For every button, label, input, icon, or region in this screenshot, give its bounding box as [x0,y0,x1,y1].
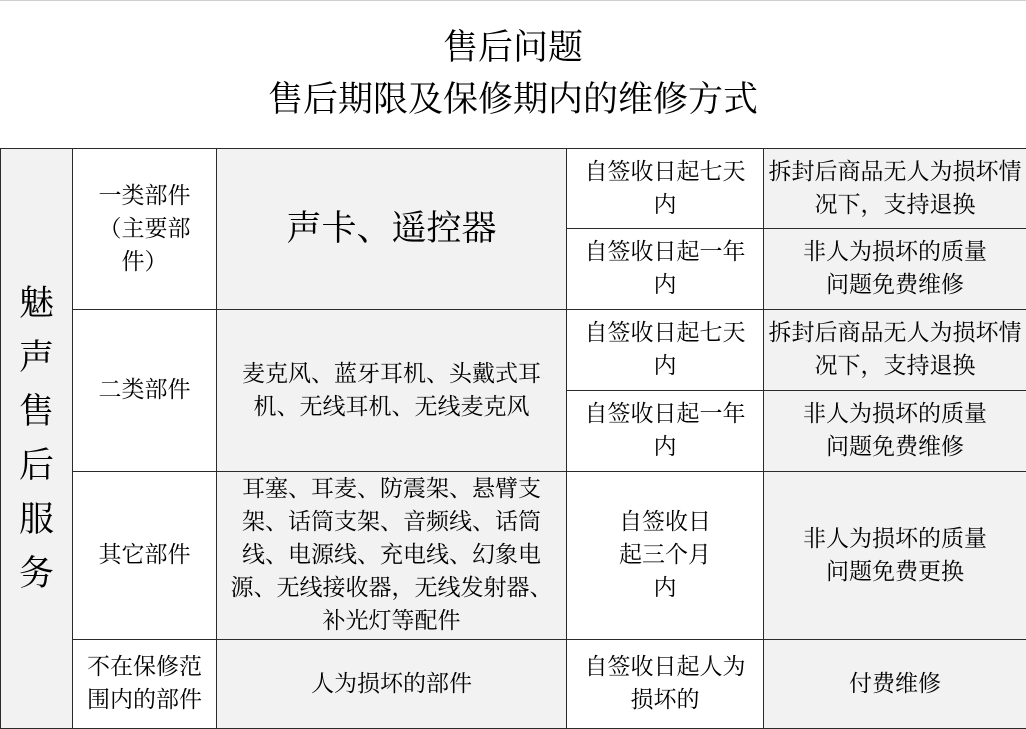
table-row [1,149,1026,229]
category-1-items: 声卡、遥控器 [217,149,567,310]
category-3-items: 耳塞、耳麦、防震架、悬臂支架、话筒支架、音频线、话筒线、电源线、充电线、幻象电源、无线接收器，无线发射器、补光灯等配件 [217,472,567,640]
table-row [1,472,1026,640]
table-row [1,640,1026,729]
category-2-period-1year: 自签收日起一年内 [567,391,764,472]
page-subtitle: 售后期限及保修期内的维修方式 [267,80,758,120]
category-1-period-1year: 自签收日起一年内 [567,229,764,310]
category-2-name: 二类部件 [73,310,217,472]
side-label-cell [1,149,73,729]
category-3-policy: 非人为损坏的质量问题免费更换 [764,472,1026,640]
category-1-name: 一类部件（主要部件） [73,149,217,310]
category-2-policy-repair: 非人为损坏的质量问题免费维修 [764,391,1026,472]
category-2-items: 麦克风、蓝牙耳机、头戴式耳机、无线耳机、无线麦克风 [217,310,567,472]
category-1-policy-return: 拆封后商品无人为损坏情况下，支持退换 [764,149,1026,229]
category-3-name: 其它部件 [73,472,217,640]
category-1-policy-repair: 非人为损坏的质量问题免费维修 [764,229,1026,310]
side-label: 魅声售后服务 [18,283,54,594]
table-row [1,310,1026,391]
category-1-period-7days: 自签收日起七天内 [567,149,764,229]
category-2-period-7days: 自签收日起七天内 [567,310,764,391]
category-4-policy: 付费维修 [764,640,1026,729]
category-4-period: 自签收日起人为损坏的 [567,640,764,729]
top-border [0,0,1026,1]
category-4-items: 人为损坏的部件 [217,640,567,729]
page-title: 售后问题 [442,28,583,68]
category-3-period: 自签收日起三个月内 [567,472,764,640]
after-sales-table [0,148,1026,729]
category-2-policy-return: 拆封后商品无人为损坏情况下，支持退换 [764,310,1026,391]
category-4-name: 不在保修范围内的部件 [73,640,217,729]
